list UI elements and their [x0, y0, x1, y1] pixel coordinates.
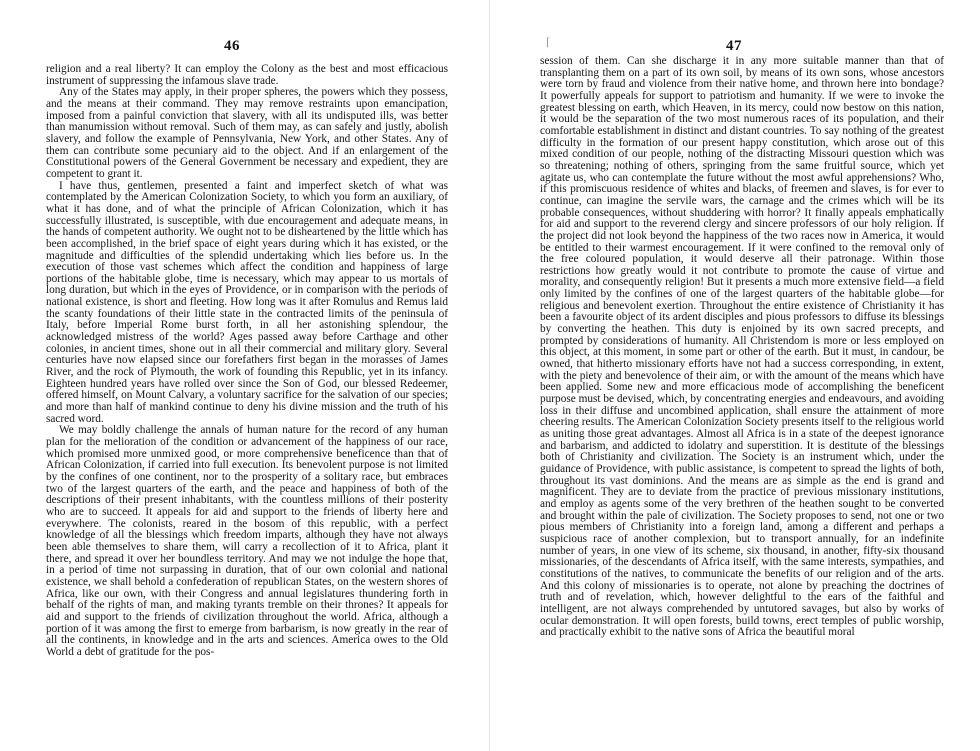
paragraph: We may boldly challenge the annals of human nature for the record of any human plan for the melioration of the condition or advancement of the happiness of our race, which promised more unmixed good, or more comprehensive beneficence than that of African Colonization, if carried into full execution. Its benevolent purpose is not limited by the confines of one continent, nor to the prosperity of a solitary race, but embraces two of the largest quarters of the earth, and the peace and happiness of both of the descriptions of their present inhabitants, with the countless millions of their posterity who are to succeed. It appeals for aid and support to the friends of liberty here and everywhere. The colonists, reared in the bosom of this republic, with a perfect knowledge of all the blessings which freedom imparts, although they have not always been able themselves to share them, will carry a recollection of it to Africa, plant it there, and spread it over her boundless territory. And may we not indulge the hope that, in a period of time not surpassing in duration, that of our own colonial and national existence, we shall behold a confederation of republican States, on the western shores of Africa, like our own, with their Congress and annual legislatures thundering forth in behalf of the rights of man, and making tyrants tremble on their thrones? It appeals for aid and support to the friends of civilization throughout the world. Africa, although a portion of it was among the first to emerge from barbarism, is now greatly in the rear of all the continents, in knowledge and in the arts and sciences. America owes to the Old World a debt of gratitude for the pos-	[46, 424, 448, 658]
paragraph: session of them. Can she discharge it in any more suitable manner than that of transplanting them on a part of its own soil, by means of its own sons, whose ancestors were torn by fraud and violence from their native home, and thrown here into bondage? It powerfully appeals for support to patriotism and humanity. If we were to invoke the greatest blessing on earth, which Heaven, in its mercy, could now bestow on this nation, it would be the separation of the two most numerous races of its population, and their comfortable establishment in distinct and distant countries. To say nothing of the greatest difficulty in the formation of our present happy constitution, which arose out of this mixed condition of our people, nothing of the distracting Missouri question which was so threatening; nothing of others, springing from the same fruitful source, which yet agitate us, who can contemplate the future without the most awful apprehensions? Who, if this promiscuous residence of whites and blacks, of freemen and slaves, is for ever to continue, can imagine the servile wars, the carnage and the crimes which will be its probable consequences, without shuddering with horror? It finally appeals emphatically for aid and support to the reverend clergy and sincere professors of our holy religion. If the project did not look beyond the happiness of the two races now in America, it would be entitled to their warmest encouragement. If it were confined to the removal only of the free coloured population, it would deserve all their patronage. Within those restrictions how greatly would it not contribute to promote the cause of virtue and morality, and consequently religion! But it presents a much more extensive field—a field only limited by the confines of one of the largest quarters of the habitable globe—for religious and benevolent exertion. Throughout the entire existence of Christianity it has been a favourite object of its ardent disciples and pious professors to diffuse its blessings by converting the heathen. This duty is enjoined by its own sacred precepts, and prompted by considerations of humanity. All Christendom is more or less employed on this object, at this moment, in some part or other of the earth. But it must, in candour, be owned, that hitherto missionary efforts have not had a success corresponding, in extent, with the piety and benevolence of their aim, or with the amount of the means which have been applied. Some new and more efficacious mode of accomplishing the beneficent purpose must be devised, which, by concentrating energies and endeavours, and avoiding loss in their diffuse and uncombined application, shall ensure the attainment of more cheering results. The American Colonization Society presents itself to the religious world as uniting those great advantages. Almost all Africa is in a state of the deepest ignorance and barbarism, and addicted to idolatry and superstition. It is destitute of the blessings both of Christianity and civilization. The Society is an instrument which, under the guidance of Providence, with public assistance, is competent to spread the lights of both, throughout its vast dominions. And the means are as simple as the end is grand and magnificent. They are to deviate from the practice of previous missionary institutions, and employ as agents some of the very brethren of the heathen sought to be converted and brought within the pale of civilization. The Society proposes to send, not one or two pious members of Christianity into a foreign land, among a different and perhaps a suspicious race of another complexion, but to transport annually, for an indefinite number of years, in one view of its scheme, six thousand, in another, fifty-six thousand missionaries, of the descendants of Africa itself, with the same interests, sympathies, and constitutions of the natives, to communicate the benefits of our religion and of the arts. And this colony of missionaries is to operate, not alone by preaching the doctrines of truth and of revelation, which, however delightful to the ears of the faithful and intelligent, are not always comprehended by untutored savages, but also by works of ocular demonstration. It will open forests, build towns, erect temples of public worship, and practically exhibit to the native sons of Africa the beautiful moral	[540, 55, 944, 639]
page-number: 47	[726, 38, 742, 54]
scan-mark: ⌈	[546, 37, 551, 49]
paragraph: I have thus, gentlemen, presented a faint and imperfect sketch of what was contemplated by the American Colonization Society, to which you form an auxiliary, of what it has done, and of what the principle of African Colonization, which it has successfully illustrated, is susceptible, with due encouragement and adequate means, in the hands of competent authority. We ought not to be disheartened by the little which has been accomplished, in the brief space of eight years during which it has existed, or the magnitude and difficulties of the splendid undertaking which lies before us. In the execution of those vast schemes which affect the condition and happiness of large portions of the habitable globe, time is necessary, which may appear to us mortals of long duration, but which in the eyes of Providence, or in comparison with the periods of national existence, is short and fleeting. How long was it after Romulus and Remus laid the scanty foundations of their little state in the contracted limits of the peninsula of Italy, before Imperial Rome burst forth, in all her astonishing splendour, the acknowledged mistress of the world? Ages passed away before Carthage and other colonies, in ancient times, shone out in all their commercial and military glory. Several centuries have now elapsed since our forefathers first began in the morasses of James River, and the rock of Plymouth, the work of founding this Republic, yet in its infancy. Eighteen hundred years have rolled over since the Son of God, our blessed Redeemer, offered himself, on Mount Calvary, a voluntary sacrifice for the salvation of our species; and more than half of mankind continue to deny his divine mission and the truth of his sacred word.	[46, 179, 448, 425]
right-page	[490, 0, 980, 751]
paragraph: Any of the States may apply, in their proper spheres, the powers which they possess, and the means at their command. They may remove restraints upon emancipation, imposed from a painful conviction that slavery, with all its undisputed ills, was better than manumission without removal. Such of them may, as can safely and justly, abolish slavery, and follow the example of Pennsylvania, New York, and other States. Any of them can contribute some pecuniary aid to the object. And if an enlargement of the Constitutional powers of the General Government be necessary and expedient, they are competent to grant it.	[46, 86, 448, 180]
paragraph: religion and a real liberty? It can employ the Colony as the best and most efficacious instrument of suppressing the infamous slave trade.	[46, 63, 448, 87]
page-text	[540, 56, 944, 639]
page-number: 46	[224, 38, 240, 54]
page-text	[46, 64, 448, 658]
